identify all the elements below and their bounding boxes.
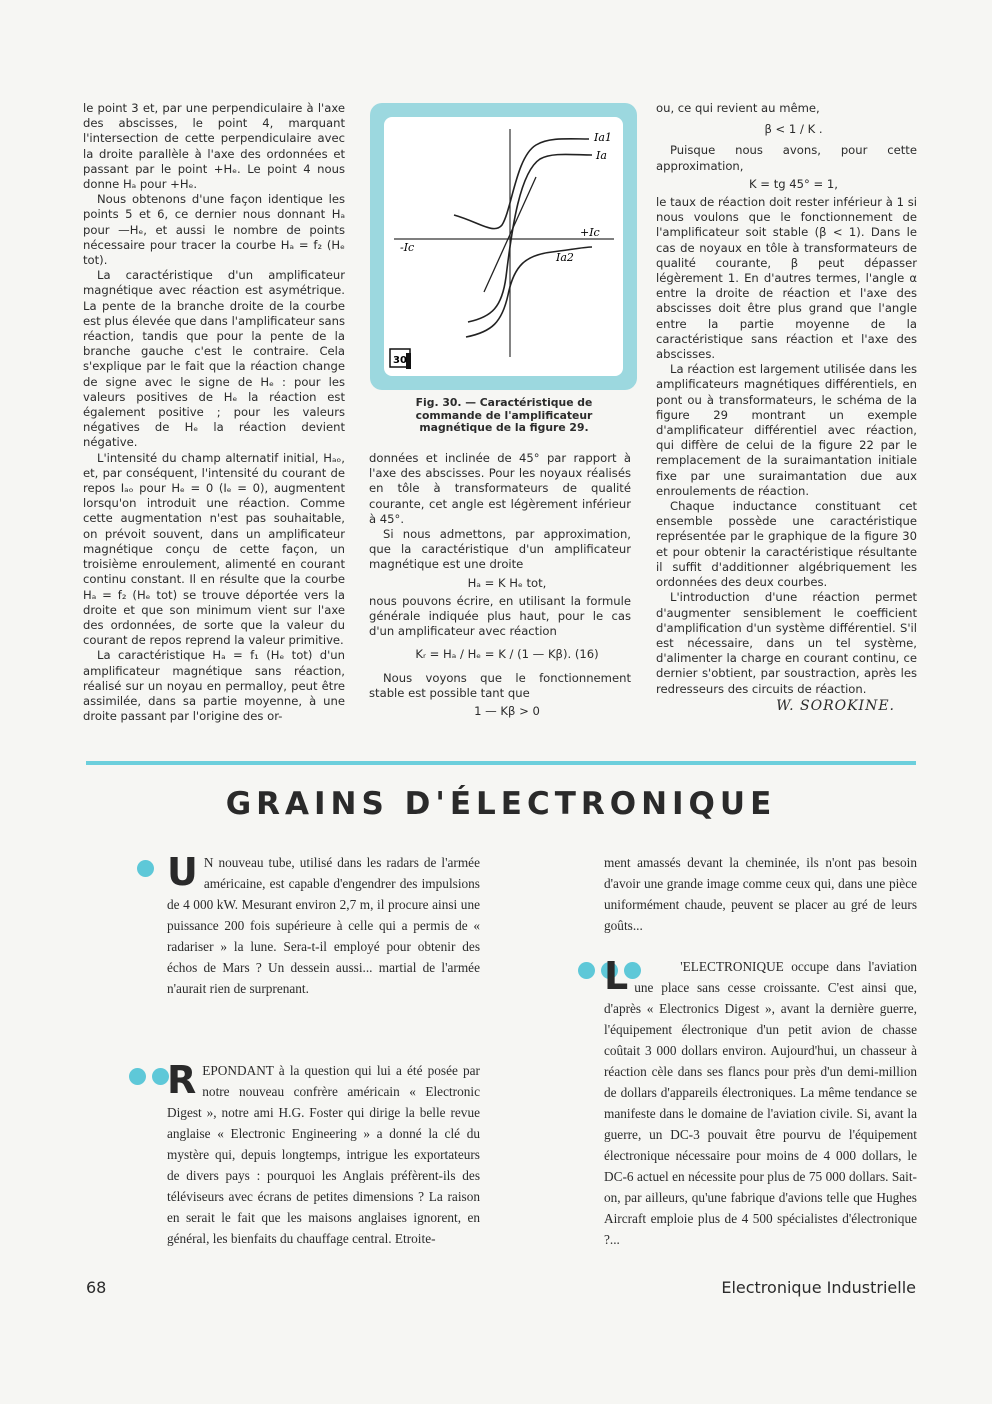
formula-16: Kᵣ = Hₐ / Hₑ = K / (1 — Kβ). (16): [415, 647, 599, 662]
section-divider: [86, 761, 916, 765]
news-item-1: [167, 852, 480, 999]
bullet-dot: [129, 1068, 146, 1085]
paragraph: le point 3 et, par une perpendiculaire à l'axe des abscisses, le point 4, marquant l'intersection de cette perpendiculaire avec la droite parallèle à l'axe des ordonnées et passant par le point +Hₑ. Le point 4 nous donne Hₐ pour +Hₑ.: [83, 101, 345, 192]
paragraph: ou, ce qui revient au même,: [656, 101, 820, 115]
paragraph: Chaque inductance constituant cet ensemble possède une caractéristique représentée par le graphique de la figure 30 et pour obtenir la caractéristique résultante il suffit d'additionner algébriquement les ordonnées des deux courbes.: [656, 499, 917, 590]
figure-number: 30: [393, 355, 407, 366]
article-column-1: [83, 101, 345, 724]
formula: 1 — Kβ > 0: [474, 704, 540, 719]
paragraph: Nous voyons que le fonctionnement stable est possible tant que: [369, 670, 631, 700]
paragraph: La caractéristique Hₐ = f₁ (Hₑ tot) d'un amplificateur magnétique sans réaction, réalisé sur un noyau en permalloy, peut être assimilée, dans sa partie moyenne, à une droite passant par l'origine des or-: [83, 648, 345, 724]
paragraph: Nous obtenons d'une façon identique les points 5 et 6, ce dernier nous donnant Hₐ pour —Hₑ, et aussi le nombre de points nécessaire pour tracer la courbe Hₐ = f₂ (Hₑ tot).: [83, 192, 345, 268]
news-text: 'ELECTRONIQUE occupe dans l'aviation une place sans cesse croissante. C'est ainsi que, d'après « Electronics Digest », avant la dernière guerre, l'équipement électronique d'un petit avion de chasse coûtait 3 000 dollars environ. Aujourd'hui, un chasseur à réaction cèle dans ses flancs pour près d'un demi-million de dollars d'appareils électroniques. La même tendance se manifeste dans le domaine de l'aviation civile. Si, avant la guerre, un DC-3 pouvait être pourvu de l'équipement électronique nécessaire pour moins de 4 000 dollars, le DC-6 actuel en nécessite pour plus de 75 000 dollars. Sait-on, par ailleurs, qu'une fabrique d'avions telle que Hughes Aircraft emploie plus de 4 500 spécialistes d'électronique ?...: [604, 959, 917, 1247]
author-signature: W. SOROKINE.: [776, 697, 895, 714]
paragraph: La réaction est largement utilisée dans les amplificateurs magnétiques différentiels, en pont ou à transformateurs, le schéma de la figure 29 montrant un exemple d'amplificateur différentiel avec réaction, qui diffère de celui de la figure 22 par le remplacement de la suraimantation initiale fixe par une suraimantation due aux enroulements de réaction.: [656, 362, 917, 498]
paragraph: L'intensité du champ alternatif initial, Hₐₒ, et, par conséquent, l'intensité du courant de repos Iₐₒ pour Hₑ = 0 (Iₑ = 0), augmentent lorsqu'on introduit une réaction. Comme cette augmentation n'est pas souhaitable, on prévoit souvent, dans un amplificateur magnétique conçu de cette façon, un troisième enroulement, alimenté en courant continu constant. Il en résulte que la courbe Hₐ = f₂ (Hₑ tot) se trouve déportée vers la droite et que son minimum vient sur l'axe des ordonnées, de sorte que la valeur du courant de repos reprend la valeur primitive.: [83, 450, 345, 648]
characteristic-curve-graphic: [384, 117, 623, 376]
drop-cap: L: [604, 954, 629, 998]
bullet-dots-2: [129, 1068, 169, 1085]
label-pos-ic: +Ic: [580, 226, 600, 239]
formula: K = tg 45° = 1,: [749, 176, 838, 191]
figure-30-frame: [370, 103, 637, 390]
paragraph: Si nous admettons, par approximation, que la caractéristique d'un amplificateur magnétique est une droite: [369, 527, 631, 572]
paragraph: La caractéristique d'un amplificateur magnétique avec réaction est asymétrique. La pente de la branche droite de la courbe est plus élevée que dans l'amplificateur sans réaction, tandis que pour la pente de la branche gauche c'est le contraire. Cela s'explique par le fait que la réaction change de signe avec le signe de Hₑ : pour les valeurs positives de Hₑ la réaction est également positive ; pour les valeurs négatives de Hₑ la réaction devient négative.: [83, 268, 345, 450]
news-item-2-continued: [604, 852, 917, 936]
bullet-dot: [137, 860, 154, 877]
paragraph: le taux de réaction doit rester inférieur à 1 si nous voulons que le fonctionnement de l'amplificateur soit stable (β < 1). Dans le cas de noyaux en tôle à transformateurs de qualité courante, β peut dépasser légèrement 1. En d'autres termes, l'angle α entre la droite de réaction et l'axe des abscisses doit être plus grand que l'angle entre la partie moyenne de la caractéristique sans réaction et l'axe des abscisses.: [656, 195, 917, 362]
section-title: GRAINS D'ÉLECTRONIQUE: [225, 786, 777, 822]
bullet-dot: [578, 962, 595, 979]
figure-caption: Fig. 30. — Caractéristique de commande de l'amplificateur magnétique de la figure 29.: [415, 396, 593, 435]
news-item-3: [604, 956, 917, 1250]
journal-name: Electronique Industrielle: [721, 1278, 916, 1297]
paragraph: données et inclinée de 45° par rapport à l'axe des abscisses. Pour les noyaux réalisés en tôle à transformateurs de qualité courante, cet angle est légèrement inférieur à 45°.: [369, 451, 631, 526]
paragraph: L'introduction d'une réaction permet d'augmenter sensiblement le coefficient d'amplification d'un système différentiel. S'il est nécessaire, dans un tel système, d'alimenter la charge en courant continu, ce dernier s'obtient, par soustraction, après les redresseurs des circuits de réaction.: [656, 590, 917, 696]
formula: β < 1 / K .: [764, 122, 823, 137]
label-ia: Ia: [596, 149, 607, 162]
news-text: N nouveau tube, utilisé dans les radars de l'armée américaine, est capable d'engendrer des impulsions de 4 000 kW. Mesurant environ 2,7 m, il procure ainsi une puissance 200 fois supérieure à celle qui a permis de « radariser » la lune. Sera-t-il employé pour obtenir des échos de Mars ? Un dessein aussi... martial de l'armée n'aurait rien de surprenant.: [167, 855, 480, 996]
bullet-dots-1: [137, 860, 154, 877]
drop-cap: R: [167, 1058, 197, 1102]
article-column-2: [369, 451, 631, 722]
paragraph: nous pouvons écrire, en utilisant la formule générale indiquée plus haut, pour le cas d'un amplificateur avec réaction: [369, 593, 631, 639]
article-column-3: [656, 101, 917, 714]
formula: Hₐ = K Hₑ tot,: [467, 575, 547, 590]
label-ia2: Ia2: [556, 251, 574, 264]
label-neg-ic: -Ic: [400, 241, 415, 254]
curve-ia: [468, 154, 592, 322]
curve-ia1: [454, 139, 589, 229]
figure-30-plot: [384, 117, 623, 376]
page-number: 68: [86, 1278, 107, 1297]
label-ia1: Ia1: [594, 131, 612, 144]
news-text: ment amassés devant la cheminée, ils n'ont pas besoin d'avoir une grande image comme ceux qui, dans une pièce uniformément chaude, peuvent se placer au gré de leurs goûts...: [604, 855, 917, 933]
news-item-2: [167, 1060, 480, 1249]
drop-cap: U: [167, 850, 198, 894]
news-text: EPONDANT à la question qui lui a été posée par notre nouveau confrère américain « Electronic Digest », notre ami H.G. Foster qui dirige la belle revue anglaise « Electronic Engineering » a donné la clé du mystère qui, depuis longtemps, intrigue les exportateurs de divers pays : pourquoi les Anglais préfèrent-ils des téléviseurs avec écrans de petites dimensions ? La raison en serait le fait que les maisons anglaises ignorent, en général, les bienfaits du chauffage central. Etroite-: [167, 1063, 480, 1246]
paragraph: Puisque nous avons, pour cette approximation,: [656, 143, 917, 173]
